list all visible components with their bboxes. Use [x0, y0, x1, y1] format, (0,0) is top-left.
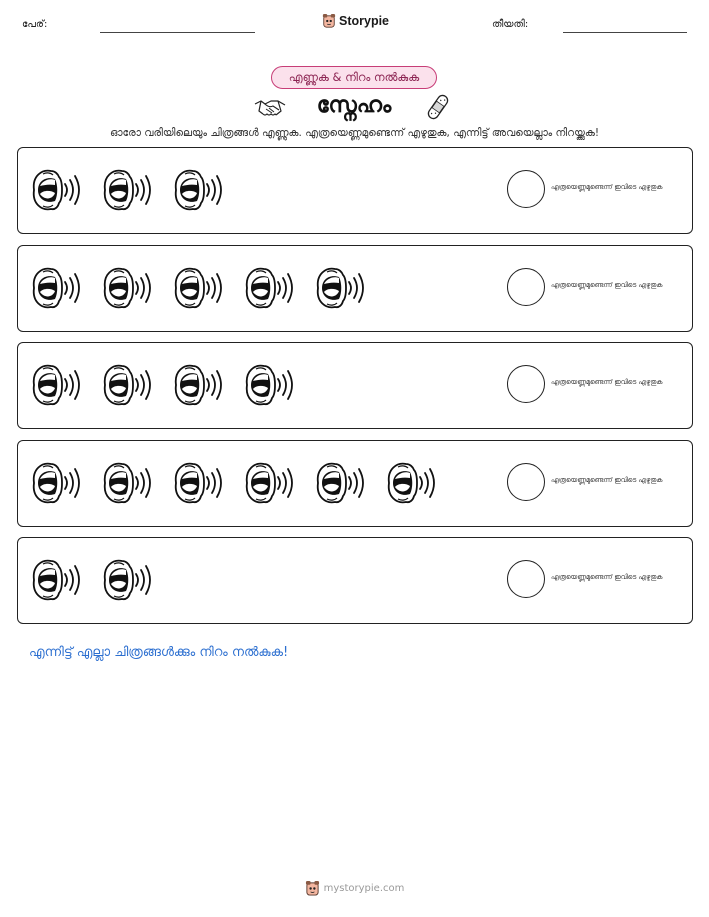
row-icons: [29, 263, 367, 313]
answer-circle[interactable]: [507, 560, 545, 598]
row-icons: [29, 165, 225, 215]
answer-hint: എത്രയെണ്ണമുണ്ടെന്ന് ഇവിടെ എഴുതുക: [551, 475, 663, 484]
answer-hint: എത്രയെണ്ണമുണ്ടെന്ന് ഇവിടെ എഴുതുക: [551, 280, 663, 289]
instructions: ഓരോ വരിയിലെയും ചിത്രങ്ങൾ എണ്ണുക. എത്രയെണ്ണമുണ്ടെന്ന് എഴുതുക, എന്നിട്ട് അവയെല്ലാം നിറയ്ക്കുക!: [109, 127, 600, 139]
count-row: [17, 245, 693, 332]
speaking-mouth-icon[interactable]: [313, 263, 367, 313]
count-row: [17, 147, 693, 234]
speaking-mouth-icon[interactable]: [384, 458, 438, 508]
speaking-mouth-icon[interactable]: [100, 555, 154, 605]
answer-circle[interactable]: [507, 268, 545, 306]
count-row: [17, 537, 693, 624]
speaking-mouth-icon[interactable]: [171, 263, 225, 313]
speaking-mouth-icon[interactable]: [313, 458, 367, 508]
brand-name: Storypie: [339, 14, 390, 28]
brand: [322, 13, 389, 29]
answer-circle[interactable]: [507, 365, 545, 403]
row-icons: [29, 360, 296, 410]
activity-type-pill: എണ്ണുക & നിറം നൽകുക: [271, 66, 437, 89]
speaking-mouth-icon[interactable]: [171, 360, 225, 410]
answer-hint: എത്രയെണ്ണമുണ്ടെന്ന് ഇവിടെ എഴുതുക: [551, 183, 663, 191]
count-row: [17, 342, 693, 429]
speaking-mouth-icon[interactable]: [100, 360, 154, 410]
speaking-mouth-icon[interactable]: [100, 263, 154, 313]
speaking-mouth-icon[interactable]: [29, 555, 83, 605]
storypie-mascot-icon: [322, 13, 336, 29]
speaking-mouth-icon[interactable]: [171, 165, 225, 215]
speaking-mouth-icon[interactable]: [100, 165, 154, 215]
counting-rows: [17, 147, 693, 635]
speaking-mouth-icon[interactable]: [100, 458, 154, 508]
date-write-line[interactable]: [563, 32, 687, 33]
title-row: [0, 91, 709, 123]
storypie-mascot-icon: [305, 880, 320, 897]
answer-hint: എത്രയെണ്ണമുണ്ടെന്ന് ഇവിടെ എഴുതുക: [551, 378, 663, 386]
color-prompt: എന്നിട്ട് എല്ലാ ചിത്രങ്ങൾക്കും നിറം നൽകുക!: [29, 645, 289, 660]
answer-circle[interactable]: [507, 463, 545, 501]
speaking-mouth-icon[interactable]: [242, 458, 296, 508]
footer-url: mystorypie.com: [323, 883, 405, 894]
bandage-icon: [426, 92, 450, 122]
speaking-mouth-icon[interactable]: [29, 165, 83, 215]
speaking-mouth-icon[interactable]: [171, 458, 225, 508]
row-icons: [29, 555, 154, 605]
speaking-mouth-icon[interactable]: [242, 263, 296, 313]
row-icons: [29, 458, 438, 508]
speaking-mouth-icon[interactable]: [29, 263, 83, 313]
count-row: [17, 440, 693, 527]
answer-circle[interactable]: [507, 170, 545, 208]
footer: [0, 880, 709, 897]
date-label: തീയതി:: [492, 19, 529, 30]
name-write-line[interactable]: [100, 32, 255, 33]
speaking-mouth-icon[interactable]: [29, 360, 83, 410]
speaking-mouth-icon[interactable]: [29, 458, 83, 508]
answer-hint: എത്രയെണ്ണമുണ്ടെന്ന് ഇവിടെ എഴുതുക: [551, 573, 663, 581]
worksheet-title: സ്നേഹം: [316, 93, 392, 118]
name-label: പേര്:: [22, 19, 48, 30]
handshake-icon: [254, 95, 286, 119]
speaking-mouth-icon[interactable]: [242, 360, 296, 410]
